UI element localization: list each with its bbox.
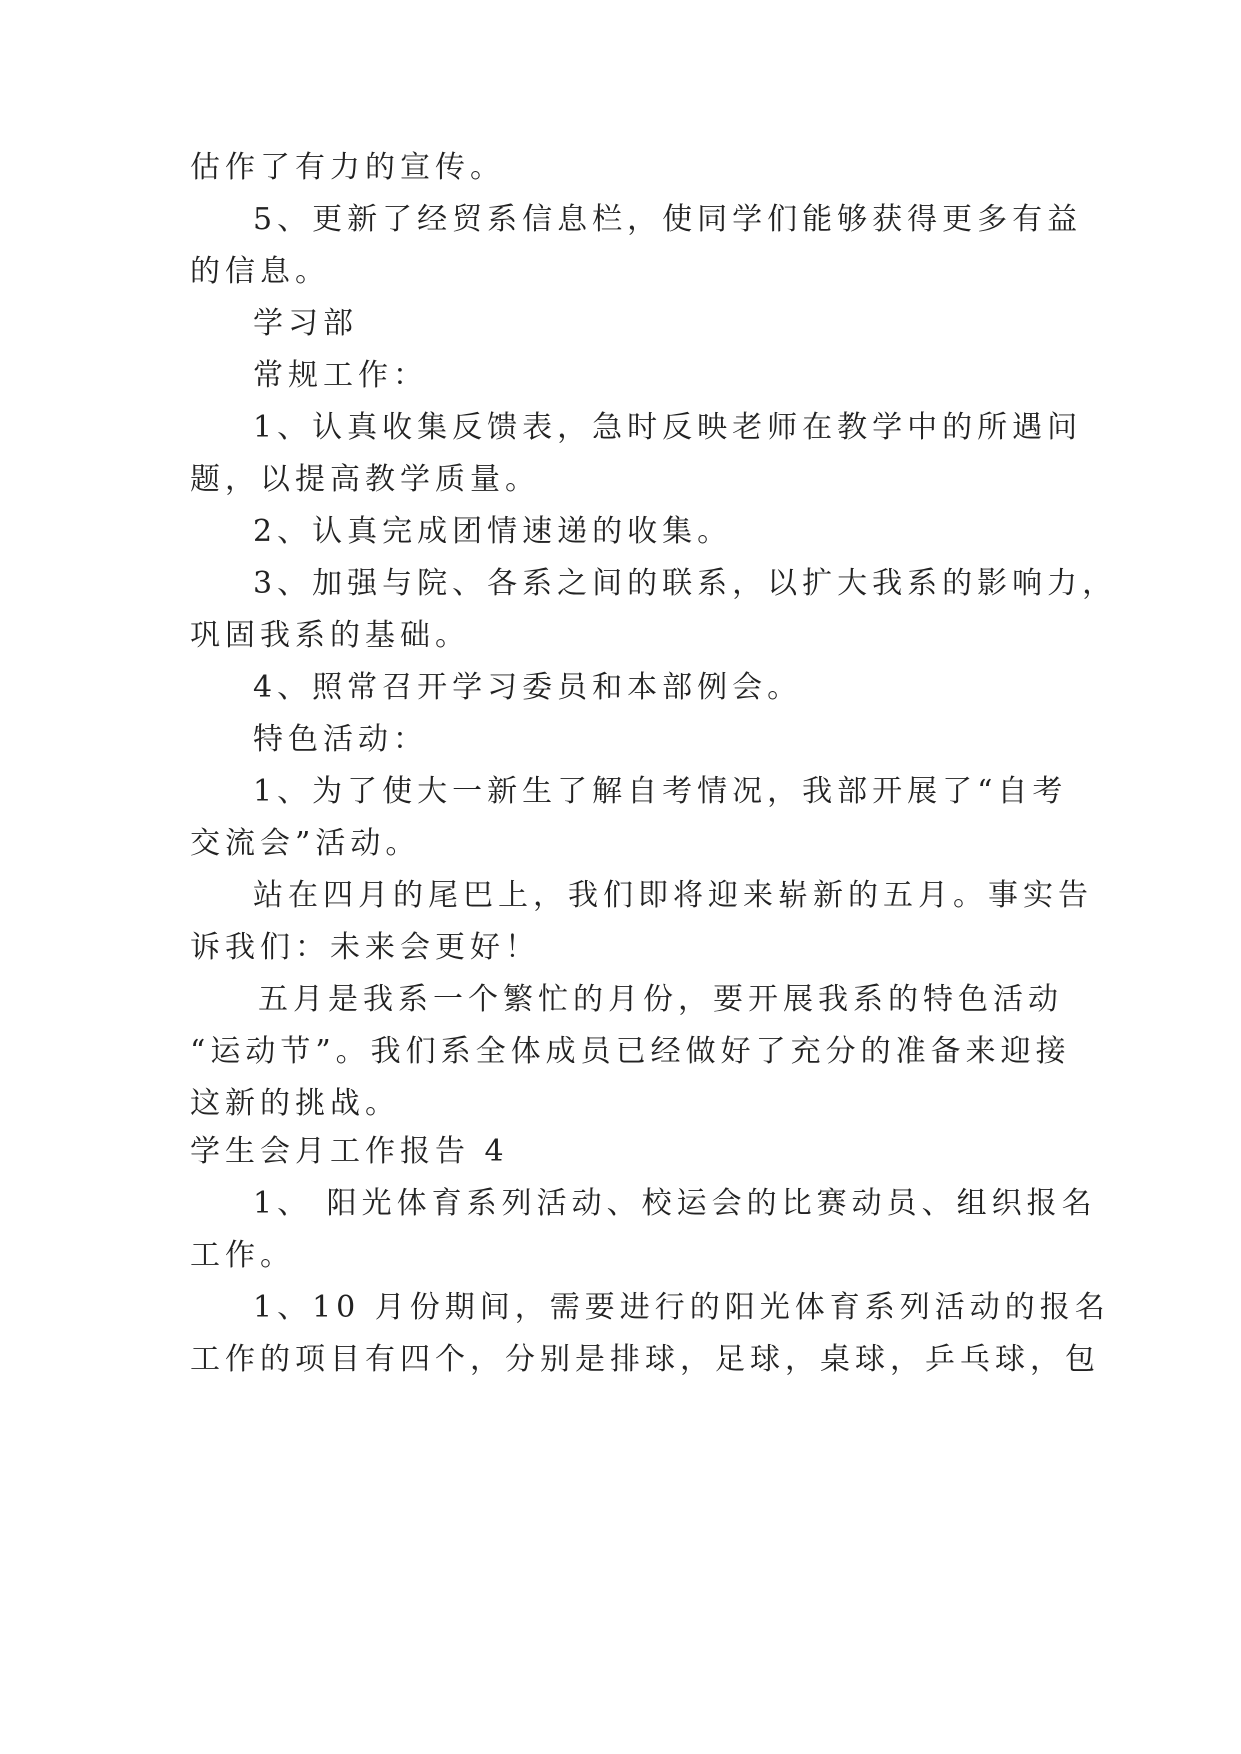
section-heading: 学习部 <box>253 306 358 341</box>
list-item: 3、加强与院、各系之间的联系，以扩大我系的影响力， <box>253 566 1118 601</box>
report-title: 学生会月工作报告 4 <box>190 1134 509 1169</box>
text-line: 的信息。 <box>190 254 330 289</box>
text-line: 工作。 <box>190 1238 295 1273</box>
text-line: “运动节”。我们系全体成员已经做好了充分的准备来迎接 <box>190 1034 1071 1069</box>
list-item: 1、为了使大一新生了解自考情况，我部开展了“自考 <box>253 774 1068 809</box>
paragraph-line: 五月是我系一个繁忙的月份，要开展我系的特色活动 <box>258 982 1063 1017</box>
subsection-heading: 常规工作： <box>253 358 428 393</box>
list-item: 1、认真收集反馈表，急时反映老师在教学中的所遇问 <box>253 410 1083 445</box>
list-item: 4、照常召开学习委员和本部例会。 <box>253 670 803 705</box>
subsection-heading: 特色活动： <box>253 722 428 757</box>
list-item: 1、10 月份期间，需要进行的阳光体育系列活动的报名 <box>253 1290 1110 1325</box>
list-item: 5、更新了经贸系信息栏，使同学们能够获得更多有益 <box>253 202 1083 237</box>
text-line: 巩固我系的基础。 <box>190 618 470 653</box>
list-item: 2、认真完成团情速递的收集。 <box>253 514 733 549</box>
paragraph-line: 站在四月的尾巴上，我们即将迎来崭新的五月。事实告 <box>253 878 1093 913</box>
text-line: 这新的挑战。 <box>190 1086 400 1121</box>
text-line: 估作了有力的宣传。 <box>190 150 505 185</box>
text-line: 诉我们：未来会更好！ <box>190 930 540 965</box>
list-item: 1、 阳光体育系列活动、校运会的比赛动员、组织报名 <box>253 1186 1097 1221</box>
text-line: 交流会”活动。 <box>190 826 421 861</box>
text-line: 工作的项目有四个，分别是排球，足球，桌球，乒乓球，包 <box>190 1342 1100 1377</box>
text-line: 题，以提高教学质量。 <box>190 462 540 497</box>
